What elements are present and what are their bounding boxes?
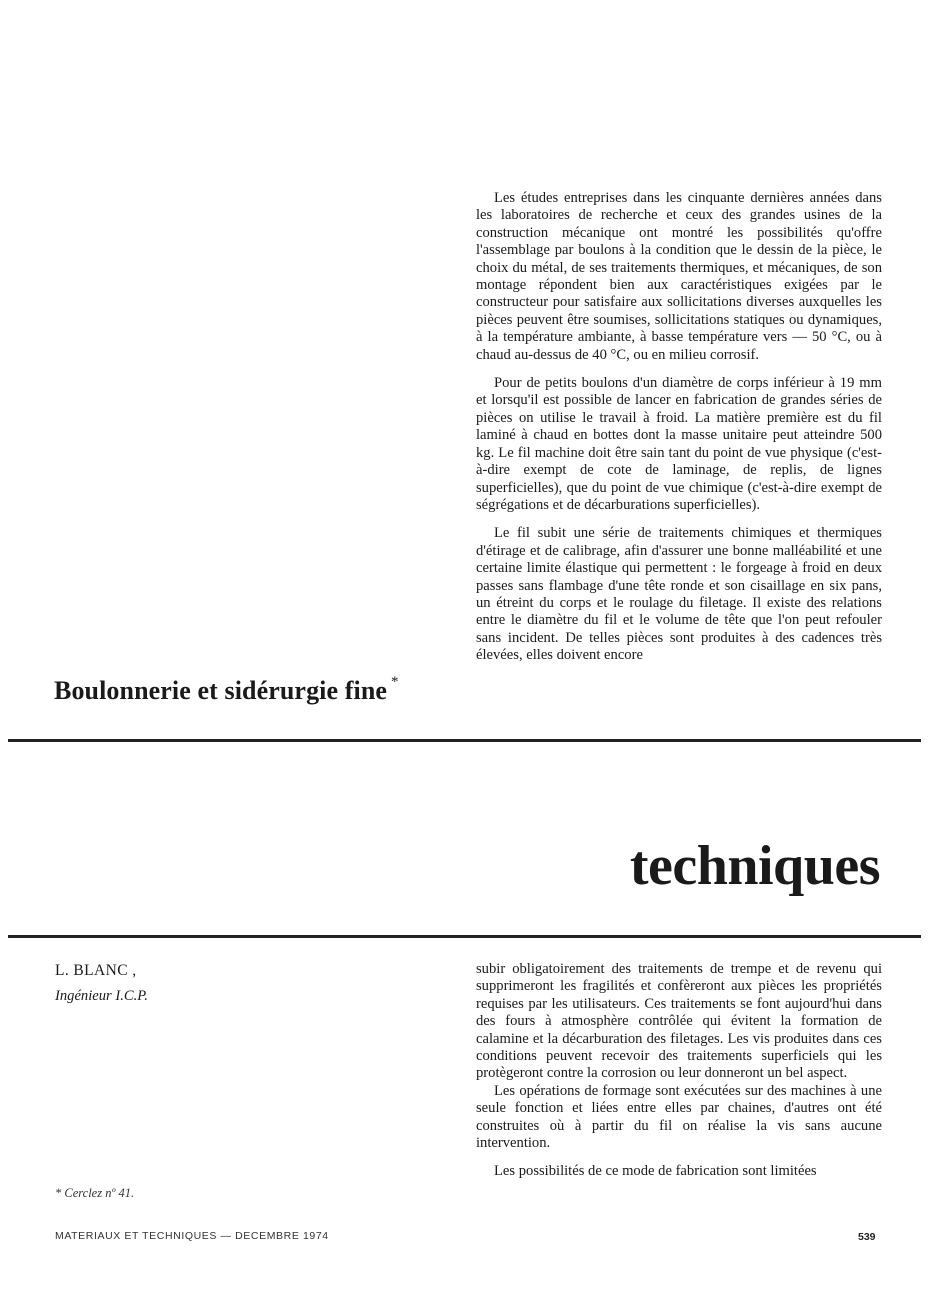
author-affiliation: Ingénieur I.C.P. xyxy=(55,988,148,1004)
paragraph: Les opérations de formage sont exécutées sur des machines à une seule fonction et liées entre elles par chaines, d'autres ont été construites où à partir du fil on réalise la vis sans aucune intervention. xyxy=(476,1082,882,1152)
title-footnote-mark: * xyxy=(391,674,399,690)
section-heading: techniques xyxy=(629,835,880,897)
divider-rule xyxy=(8,935,921,938)
article-title xyxy=(54,676,454,706)
paragraph: subir obligatoirement des traitements de trempe et de revenu qui supprimeront les fragilités et confèreront aux pièces les propriétés requises par les utilisateurs. Ces traitements se font aujourd'hui dans des fours à atmosphère contrôlée qui évitent la formation de calamine et la décarburation des filetages. Les vis produites dans ces conditions peuvent recevoir des traitements superficiels qui les protègeront contre la corrosion ou leur donneront un bel aspect. xyxy=(476,961,882,1082)
paragraph: Le fil subit une série de traitements chimiques et thermiques d'étirage et de calibrage, afin d'assurer une bonne malléabilité et une certaine limite élastique qui permettent : le forgeage à froid en deux passes sans flambage d'une tête ronde et son cisaillage en six pans, un étreint du corps et le roulage du filetage. Il existe des relations entre le diamètre du fil et le volume de tête que l'on peut refouler sans incident. De telles pièces sont produites à des cadences très élevées, elles doivent encore xyxy=(476,525,882,664)
author-name: L. BLANC , xyxy=(55,962,137,979)
paragraph: Pour de petits boulons d'un diamètre de corps inférieur à 19 mm et lorsqu'il est possible de lancer en fabrication de grandes séries de pièces on utilise le travail à froid. La matière première est du fil laminé à chaud en bottes dont la masse unitaire peut atteindre 500 kg. Le fil machine doit être sain tant du point de vue physique (c'est-à-dire exempt de cote de laminage, de replis, de lignes superficielles), que du point de vue chimique (c'est-à-dire exempt de ségrégations et de décarburations superficielles). xyxy=(476,375,882,513)
body-column-bottom xyxy=(476,961,882,1192)
footnote: * Cerclez nº 41. xyxy=(55,1186,135,1200)
page-number: 539 xyxy=(858,1231,876,1243)
paragraph: Les possibilités de ce mode de fabrication sont limitées xyxy=(494,1163,817,1180)
divider-rule xyxy=(8,739,921,742)
paragraph: Les études entreprises dans les cinquante dernières années dans les laboratoires de recherche et ceux des grandes usines de la construction mécanique ont montré les possibilités qu'offre l'assemblage par boulons à la condition que le dessin de la pièce, le choix du métal, de ses traitements thermiques, et mécaniques, de son montage répondent bien aux caractéristiques exigées par le constructeur pour satisfaire aux sollicitations diverses auxquelles les pièces peuvent être soumises, sollicitations statiques ou dynamiques, à la température ambiante, à basse température vers — 50 °C, ou à chaud au-dessus de 40 °C, ou en milieu corrosif. xyxy=(476,190,882,363)
article-title-text: Boulonnerie et sidérurgie fine xyxy=(54,676,388,705)
running-footer: MATERIAUX ET TECHNIQUES — DECEMBRE 1974 xyxy=(55,1230,329,1242)
body-column-top xyxy=(476,190,882,665)
